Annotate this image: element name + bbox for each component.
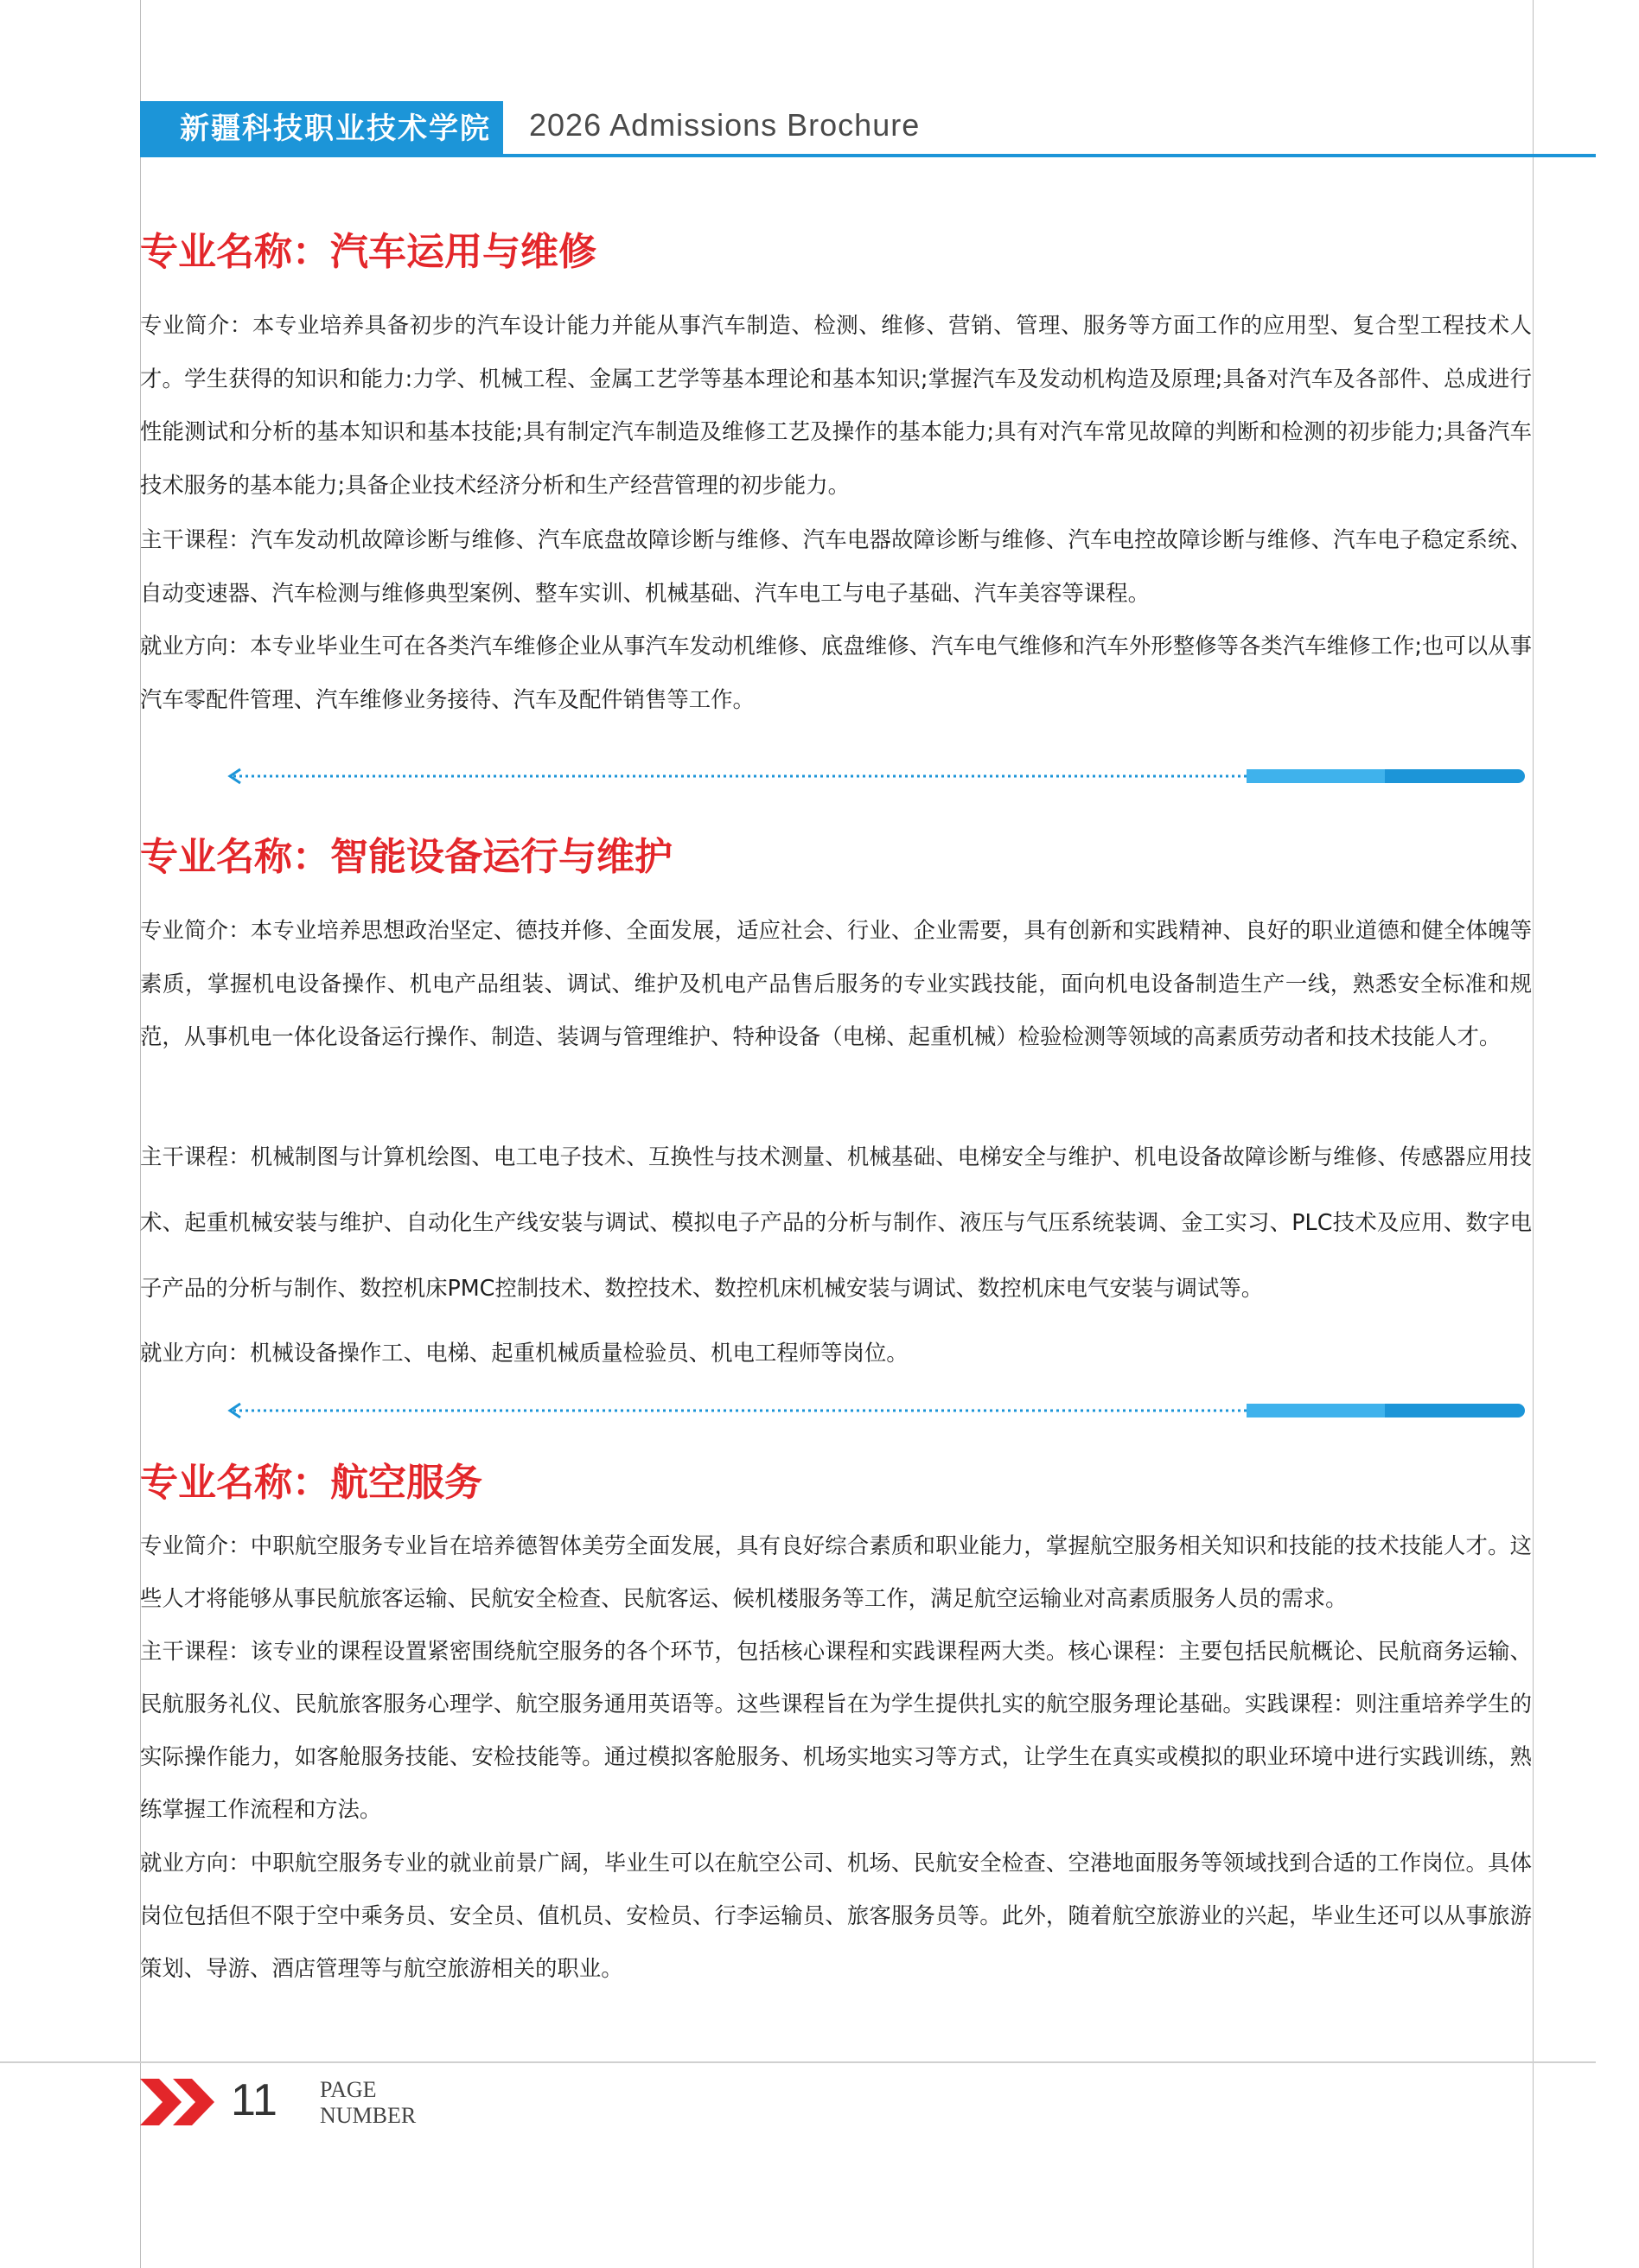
section-career: 就业方向：机械设备操作工、电梯、起重机械质量检验员、机电工程师等岗位。 [140,1340,909,1366]
section-title: 专业名称：智能设备运行与维护 [140,835,673,879]
footer-rule [0,2061,1596,2063]
school-name: 新疆科技职业技术学院 [180,111,491,146]
section-career: 就业方向：本专业毕业生可在各类汽车维修企业从事汽车发动机维修、底盘维修、汽车电气维修和汽车外形整修等各类汽车维修工作;也可以从事汽车零配件管理、汽车维修业务接待、汽车及配件销售等工作。 [140,633,1532,712]
section-courses: 主干课程：机械制图与计算机绘图、电工电子技术、互换性与技术测量、机械基础、电梯安全与维护、机电设备故障诊断与维修、传感器应用技术、起重机械安装与维护、自动化生产线安装与调试、模拟电子产品的分析与制作、液压与气压系统装调、金工实习、PLC技术及应用、数字电子产品的分析与制作、数控机床PMC控制技术、数控技术、数控机床机械安装与调试、数控机床电气安装与调试等。 [140,1144,1532,1301]
margin-guide-right [1533,0,1534,2268]
brochure-subtitle: 2026 Admissions Brochure [529,107,921,143]
section-title: 专业名称：汽车运用与维修 [140,230,596,274]
header-rule [140,154,1596,157]
section-divider [226,766,1532,787]
section-courses: 主干课程：该专业的课程设置紧密围绕航空服务的各个环节，包括核心课程和实践课程两大类。核心课程：主要包括民航概论、民航商务运输、民航服务礼仪、民航旅客服务心理学、航空服务通用英语等。这些课程旨在为学生提供扎实的航空服务理论基础。实践课程：则注重培养学生的实际操作能力，如客舱服务技能、安检技能等。通过模拟客舱服务、机场实地实习等方式，让学生在真实或模拟的职业环境中进行实践训练，熟练掌握工作流程和方法。 [140,1638,1532,1822]
section-intro: 专业简介：中职航空服务专业旨在培养德智体美劳全面发展，具有良好综合素质和职业能力，掌握航空服务相关知识和技能的技术技能人才。这些人才将能够从事民航旅客运输、民航安全检查、民航客运、候机楼服务等工作，满足航空运输业对高素质服务人员的需求。 [140,1532,1532,1611]
section-divider [226,1400,1532,1421]
page-label [320,2077,416,2129]
section-courses: 主干课程：汽车发动机故障诊断与维修、汽车底盘故障诊断与维修、汽车电器故障诊断与维修、汽车电控故障诊断与维修、汽车电子稳定系统、自动变速器、汽车检测与维修典型案例、整车实训、机械基础、汽车电工与电子基础、汽车美容等课程。 [140,526,1532,606]
section-intro: 专业简介：本专业培养思想政治坚定、德技并修、全面发展，适应社会、行业、企业需要，具有创新和实践精神、良好的职业道德和健全体魄等素质，掌握机电设备操作、机电产品组装、调试、维护及机电产品售后服务的专业实践技能，面向机电设备制造生产一线，熟悉安全标准和规范，从事机电一体化设备运行操作、制造、装调与管理维护、特种设备（电梯、起重机械）检验检测等领域的高素质劳动者和技术技能人才。 [140,917,1532,1049]
section-intro: 专业简介：本专业培养具备初步的汽车设计能力并能从事汽车制造、检测、维修、营销、管理、服务等方面工作的应用型、复合型工程技术人才。学生获得的知识和能力:力学、机械工程、金属工艺学等基本理论和基本知识;掌握汽车及发动机构造及原理;具备对汽车及各部件、总成进行性能测试和分析的基本知识和基本技能;具有制定汽车制造及维修工艺及操作的基本能力;具有对汽车常见故障的判断和检测的初步能力;具备汽车技术服务的基本能力;具备企业技术经济分析和生产经营管理的初步能力。 [140,312,1532,498]
page-label-line2: NUMBER [320,2103,417,2128]
section-title: 专业名称：航空服务 [140,1461,482,1505]
double-chevron-icon [140,2079,218,2125]
section-career: 就业方向：中职航空服务专业的就业前景广阔，毕业生可以在航空公司、机场、民航安全检查、空港地面服务等领域找到合适的工作岗位。具体岗位包括但不限于空中乘务员、安全员、值机员、安检员、行李运输员、旅客服务员等。此外，随着航空旅游业的兴起，毕业生还可以从事旅游策划、导游、酒店管理等与航空旅游相关的职业。 [140,1850,1532,1981]
page-number: 11 [231,2075,277,2125]
page-label-line1: PAGE [320,2077,377,2102]
